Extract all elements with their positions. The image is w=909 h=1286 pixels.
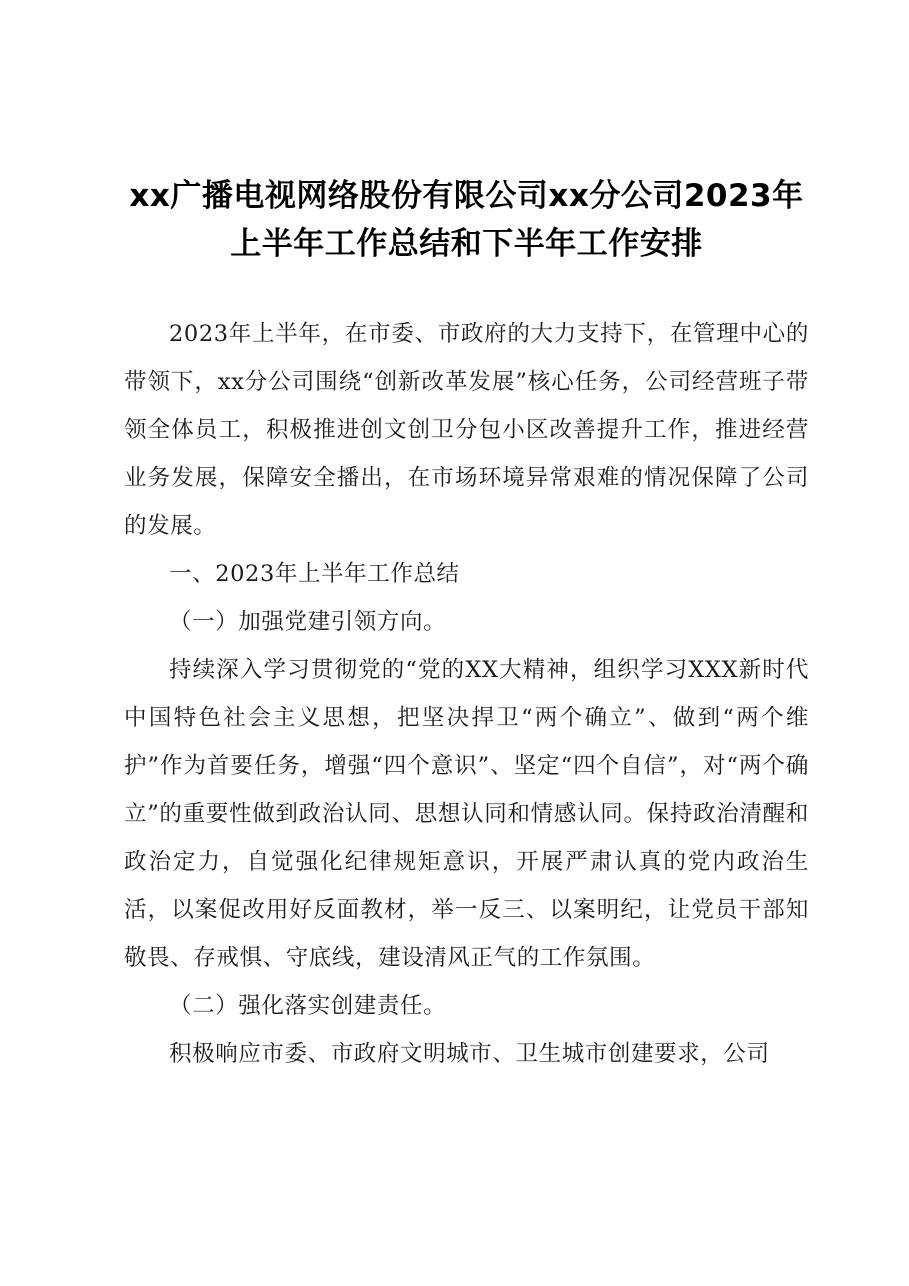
document-body	[124, 310, 809, 1078]
document-title: xx广播电视网络股份有限公司xx分公司2023年上半年工作总结和下半年工作安排	[129, 178, 804, 262]
paragraph-party-building: 持续深入学习贯彻党的“党的XX大精神，组织学习XXX新时代中国特色社会主义思想，把坚决捍卫“两个确立”、做到“两个维护”作为首要任务，增强“四个意识”、坚定“四个自信”，对“两个确立”的重要性做到政治认同、思想认同和情感认同。保持政治清醒和政治定力，自觉强化纪律规矩意识，开展严肃认真的党内政治生活，以案促改用好反面教材，举一反三、以案明纪，让党员干部知敬畏、存戒惧、守底线，建设清风正气的工作氛围。	[124, 657, 809, 971]
section-heading-summary: 一、2023年上半年工作总结	[169, 561, 460, 587]
subsection-heading-party-building: （一）加强党建引领方向。	[169, 609, 447, 635]
subsection-heading-creation-duty: （二）强化落实创建责任。	[169, 993, 447, 1019]
paragraph-creation-duty: 积极响应市委、市政府文明城市、卫生城市创建要求，公司	[169, 1041, 770, 1067]
paragraph-intro: 2023年上半年，在市委、市政府的大力支持下，在管理中心的带领下，xx分公司围绕“创新改革发展”核心任务，公司经营班子带领全体员工，积极推进创文创卫分包小区改善提升工作，推进经营业务发展，保障安全播出，在市场环境异常艰难的情况保障了公司的发展。	[124, 321, 809, 539]
